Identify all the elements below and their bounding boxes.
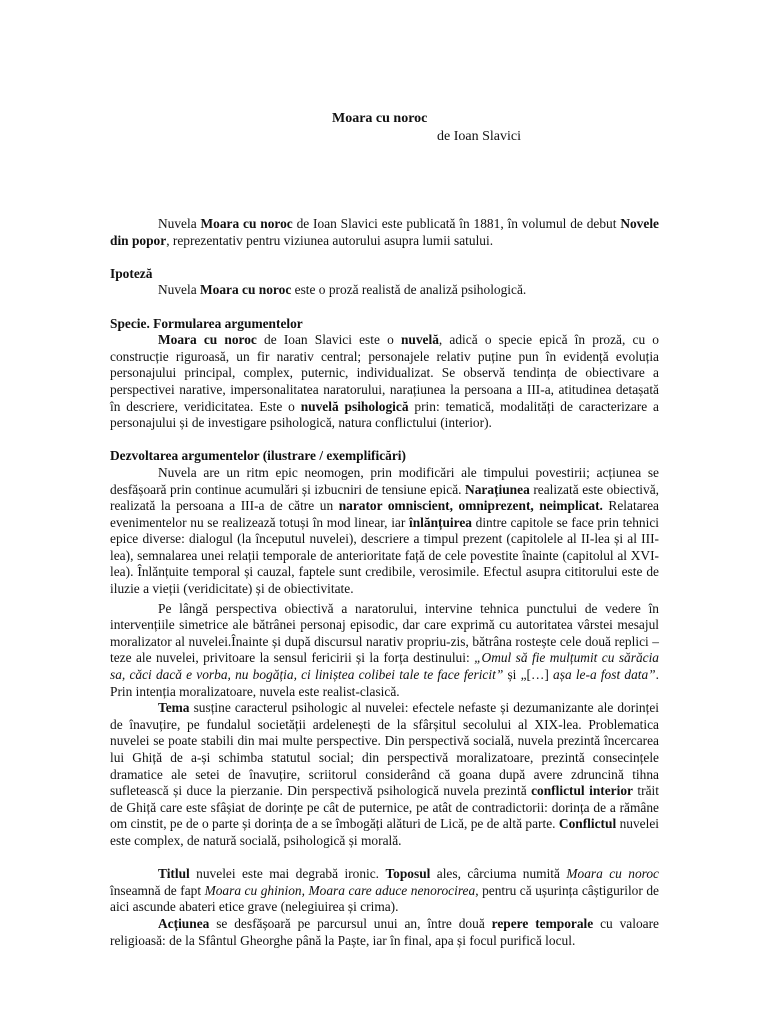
section-heading-specie: Specie. Formularea argumentelor [110,315,303,331]
specie-paragraph: Moara cu noroc de Ioan Slavici este o nuvelă, adică o specie epică în proză, cu o construcție riguroasă, un fir narativ central; personajele relativ puține pun în evidență evoluția personajului principal, complex, puternic, individualizat. Se observă tendința de obiectivare a perspectivei narative, impersonalitatea naratorului, narațiunea la persoana a III-a, atitudinea detașată în descriere, veridicitatea. Este o nuvelă psihologică prin: tematică, modalități de caracterizare a personajului și de investigare psihologică, natura conflictului (interior). [110,332,659,431]
document-title: Moara cu noroc [332,111,428,126]
quote-2: așa le-a fost data” [553,667,656,683]
dezvoltare-paragraph-1: Nuvela are un ritm epic neomogen, prin modificări ale timpului povestirii; acțiunea se desfășoară prin continue acumulări și izbucniri de tensiune epică. Narațiunea realizată este obiectivă, realizată la persoana a III-a de către un narator omniscient, omniprezent, neimplicat. Relatarea evenimentelor nu se realizează totuși în mod linear, iar înlănțuirea dintre capitole se face prin tehnici epice diverse: dialogul (la începutul nuvelei), descriere a timpul prezent (capitolele al II-lea și al III-lea), semnalarea unei relații temporale de anterioritate față de cele povestite înainte (capitolul al XVI-lea). Înlănțuite temporal și cauzal, faptele sunt credibile, verosimile. Efectul asupra cititorului este de iluzie a vieții (veridicitate) și de obiectivitate. [110,464,660,597]
intro-paragraph: Nuvela Moara cu noroc de Ioan Slavici este publicată în 1881, în volumul de debut Novele din popor, reprezentativ pentru viziunea autorului asupra lumii satului. [110,216,659,248]
titlu-paragraph: Titlul nuvelei este mai degrabă ironic. Toposul ales, cârciuma numită Moara cu noroc înseamnă de fapt Moara cu ghinion, Moara care aduce nenorocirea, pentru că ușurința câștigurilor de aici ascunde abateri etice grave (nelegiuirea și crima). [110,866,660,915]
ipoteza-paragraph: Nuvela Moara cu noroc este o proză realistă de analiză psihologică. [158,282,527,298]
quote-1: „Omul să fie mulțumit cu sărăcia sa, căci dacă e vorba, nu bogăția, ci liniștea colibei tale te face fericit” [110,650,659,683]
volume-title: Novele din popor [110,216,659,248]
section-heading-dezvoltare: Dezvoltarea argumentelor (ilustrare / exemplificări) [110,448,406,464]
dezvoltare-paragraph-3: Tema susține caracterul psihologic al nuvelei: efectele nefaste și dezumanizante ale dorinței de înavuțire, pe fundalul societății ardelenești de la sfârșitul secolului al XIX-lea. Problematica nuvelei se poate stabili din mai multe perspective. Din perspectivă socială, nuvela prezintă încercarea lui Ghiță de a-și schimba statutul social; din perspectivă moralizatoare, prezintă consecințele dramatice ale setei de înavuțire, scriitorul considerând că goana după avere zdruncină tihna sufletească și duce la pierzanie. Din perspectivă psihologică nuvela prezintă conflictul interior trăit de Ghiță care este sfâșiat de dorințe pe cât de puternice, pe atât de contradictorii: dorința de a rămâne om cinstit, pe de o parte și dorința de a se îmbogăți alături de Lică, pe de altă parte. Conflictul nuvelei este complex, de natură socială, psihologică și morală. [110,700,659,848]
author-line: de Ioan Slavici [437,129,521,144]
actiunea-paragraph: Acțiunea se desfășoară pe parcursul unui an, între două repere temporale cu valoare religioasă: de la Sfântul Gheorghe până la Paște, iar în final, apa și focul purifică locul. [110,915,659,948]
section-heading-ipoteza: Ipoteză [110,265,153,281]
document-body [110,216,659,949]
dezvoltare-paragraph-2: Pe lângă perspectiva obiectivă a naratorului, intervine tehnica punctului de vedere în intervențiile simetrice ale bătrânei personaj episodic, dar care exprimă cu autoritatea vârstei mesajul moralizator al nuvelei.Înainte și după discursul narativ propriu-zis, bătrâna rostește cele două replici – teze ale nuvelei, privitoare la sensul fericirii și la forța destinului: „Omul să fie mulțumit cu sărăcia sa, căci dacă e vorba, nu bogăția, ci liniștea colibei tale te face fericit” și „[…] așa le-a fost data”. Prin intenția moralizatoare, nuvela este realist-clasică. [110,600,659,699]
work-title: Moara cu noroc [200,216,293,231]
